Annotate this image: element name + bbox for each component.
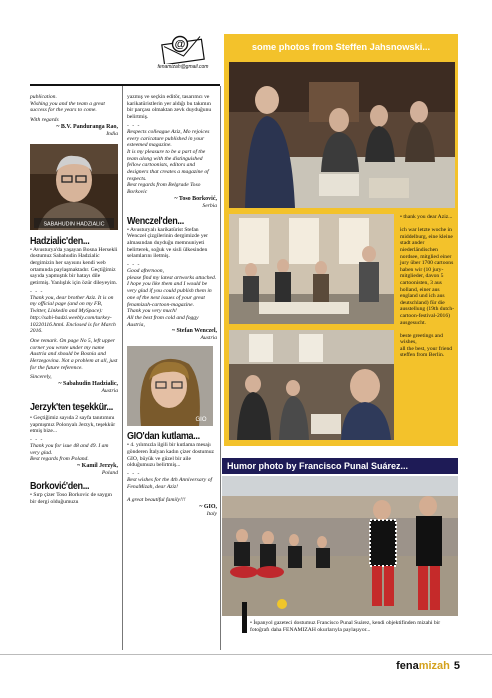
portrait-photo-gio [127, 346, 213, 426]
separator: - - - [127, 470, 141, 477]
signature-place: Serbia [202, 202, 217, 209]
separator: - - - [127, 122, 141, 129]
jury-photo-3 [229, 330, 394, 440]
section-heading: GIO'dan kutlama... [127, 430, 200, 443]
letter-text: Thank you, dear brother Aziz. It is on my official page (and on my FB, Twitter, Linkedin and MySpace): http://sabi-hadzi.weebly.com/turkey-10220116.html. Enclosed is for March 2016. [30, 294, 116, 335]
column-middle [127, 94, 217, 517]
signature-place: India [106, 130, 118, 137]
column-left [30, 94, 118, 508]
portrait-label: SABAHUDIN HADZIALIC [43, 221, 105, 228]
email-badge [148, 34, 218, 78]
signature-place: Italy [206, 510, 217, 517]
section-text: • 4. yılımızla ilgili bir kutlama mesajı gönderen İtalyan kadın çizer dostumuz GIO, büyük ve güzel bir aile olduğumuzu belirtmiş... [127, 442, 214, 469]
signature-name: ~ GIO, [199, 503, 217, 510]
signature-name: ~ Toso Borković, [174, 195, 217, 202]
section-text: • Avusturya'da yaşayan Bosna Hersekli dostumuz Sabahudin Hadzialic dergimizin her sayısını kendi web ortamında paylaşmaktadır. Geçtiğimiz sayıda yapmıştık bir hatayı dile getirmiş. Yanlışlık için özür dileyeyim. [30, 246, 118, 287]
section-heading: Borković'den... [30, 479, 90, 492]
svg-text:@: @ [174, 38, 186, 51]
column-divider [122, 86, 123, 650]
top-rule [30, 84, 220, 86]
signature-name: ~ B.V. Panduranga Rao, [56, 123, 118, 130]
separator: - - - [30, 436, 44, 443]
feature-title: some photos from Steffen Jahsnowski... [251, 42, 431, 52]
section-heading: Hadzialic'den... [30, 234, 90, 247]
portrait-image [30, 144, 118, 230]
footer-rule [0, 654, 492, 655]
letter-closing: Sincerely, [30, 374, 52, 381]
letter-text: Best wishes for the 4th Anniversary of FenaMizah, dear Aziz! A great beautiful family!!! [127, 476, 213, 504]
section-text: yazmış ve seçkin editör, tasarımcı ve karikatüristlerin yer aldığı bu takımın bir parçası olmaktan zevk duyduğunu belirtmiş. [127, 94, 212, 121]
letter-text: Respects colleague Aziz, Mo rejoices every caricature published in your esteemed magazine. It is my pleasure to be a part of the team along with the distinguished fellow cartoonists, editors and designers that creates a magazine of respects. Best regards from Belgrade Toso Borkovic [127, 128, 210, 196]
humor-caption: • İspanyol gazeteci dostumuz Francisco Punal Suárez, kendi objektifinden mizahi bir fotoğrafı daha FENAMIZAH okurlarıyla paylaşıyor... [250, 620, 441, 633]
letter-text: publication. Wishing you and the team a great success for the years to come. [30, 94, 105, 114]
portrait-image [127, 346, 213, 426]
email-address[interactable]: fenamizah@gmail.com [157, 64, 209, 70]
humor-photo [222, 476, 458, 616]
signature-name: ~ Stefan Wenczel, [171, 328, 217, 335]
section-text: • Avusturyalı karikatürist Stefan Wenczel çizgilerinin dergimizde yer almasından duyduğu memnuniyeti belirterek, soğuk ve sisli ülkesinden selamlarını iletmiş. [127, 226, 208, 260]
brand-mizah: mizah [418, 660, 450, 672]
letter-closing: With regards [30, 117, 59, 124]
section-heading: Wenczel'den... [127, 214, 184, 227]
letter-text: Thank you for isue 48 and 49. I am very glad. Best regards from Poland. [30, 442, 109, 463]
signature-place: Austria [200, 335, 217, 342]
letter-text: One remark. On page No 5, left upper corner you wrote under my name Austria and should be Bosnia and Herzegovina. Not a problem at all, just for the future reference. [30, 337, 118, 371]
brand-fena: fena [396, 660, 419, 672]
jury-photo-1 [229, 62, 455, 208]
jury-photo-2 [229, 214, 394, 324]
page-footer [396, 660, 460, 672]
section-text: • Sırp çizer Toso Borkovic de saygın bir dergi olduğumuzu [30, 491, 112, 505]
portrait-label: GIO [195, 417, 207, 424]
section-heading: Jerzyk'ten teşekkür... [30, 400, 113, 413]
section-text: • Geçtiğimiz sayıda 2 sayfa tanıtımını yapmışmız Polonyalı Jerzyk, teşekkür etmiş bize... [30, 414, 116, 435]
separator: - - - [30, 288, 44, 295]
email-at-icon [160, 34, 206, 64]
steffen-note: • thank you dear Aziz... ich war letzte woche in middelburg, eine kleine stadt ander niederländischen nordsee, mitglied einer jury über 1700 cartoons haben wir (10 jury-mitglieder, davon 5 cartoonisten, 3 aus holland, einer aus england und ich aus deutschland) für die ausstellung (19th dutch-cartoon-festival-2016) ausgesucht. beste greetings and wishes, all the best, your friend steffen from Berlin. [400, 214, 455, 359]
signature-name: ~ Kamil Jerzyk, [77, 463, 118, 470]
separator: - - - [127, 262, 141, 269]
letter-text: Good afternoon, please find my latest artworks attached. I hope you like them and I would be very glad if you could publish them in one of the next issues of your great fenamizah-cartoon-magazine. Thank you very much! All the best from cold and foggy Austria, [127, 268, 217, 328]
signature-place: Poland [101, 470, 118, 477]
portrait-photo [30, 144, 118, 230]
column-divider [220, 86, 221, 650]
humor-title: Humor photo by Francisco Punal Suárez... [222, 458, 458, 474]
signature-name: ~ Sabahudin Hadzialic, [58, 381, 118, 388]
caption-bar [242, 602, 247, 633]
page-number: 5 [453, 660, 460, 672]
signature-place: Austria [101, 388, 118, 395]
